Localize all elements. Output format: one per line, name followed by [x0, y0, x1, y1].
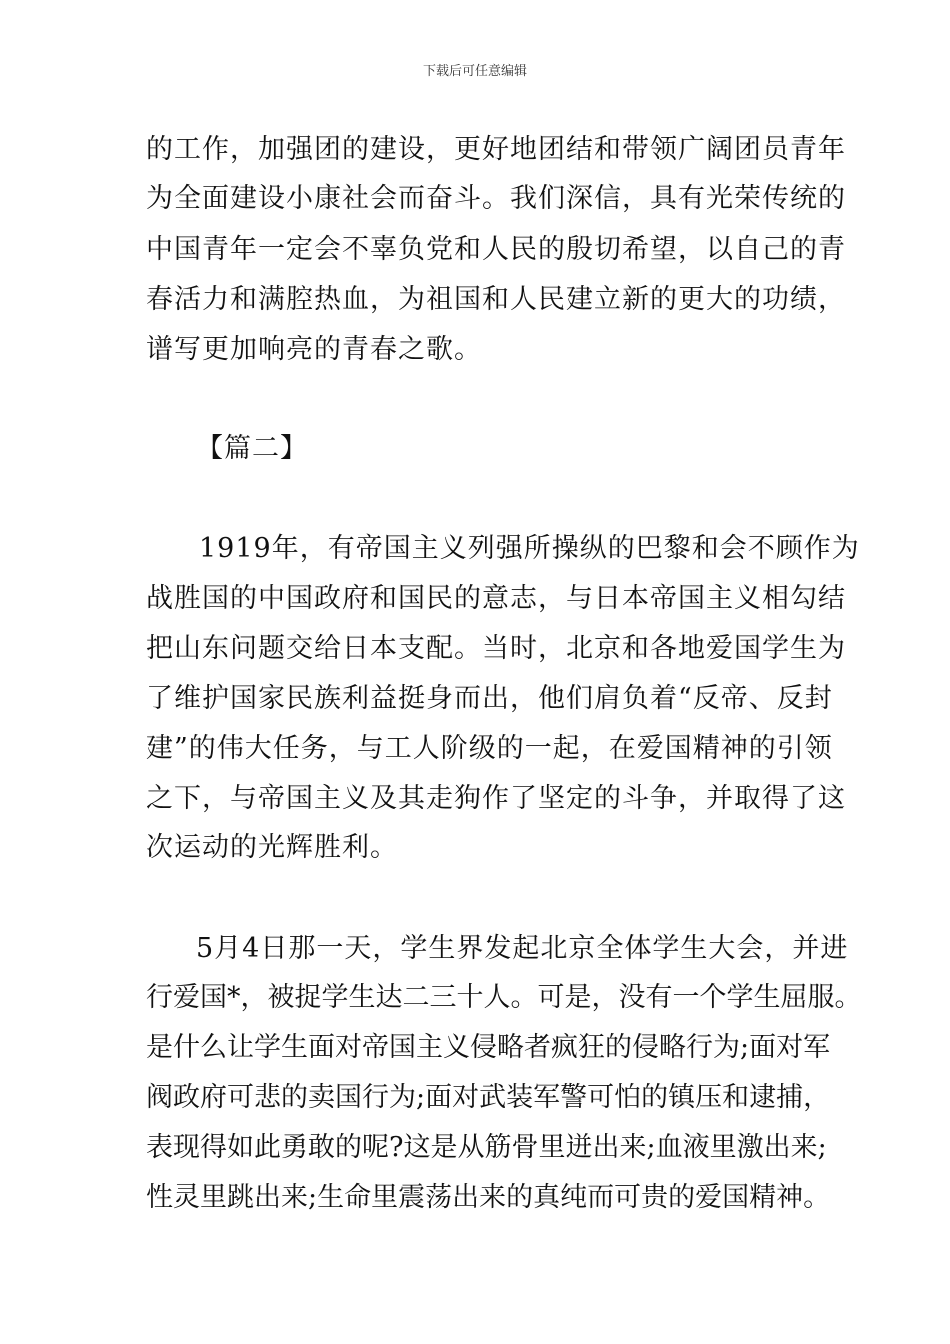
paragraph-2-line-6: 之下，与帝国主义及其走狗作了坚定的斗争，并取得了这	[146, 783, 846, 814]
paragraph-2-line-2: 战胜国的中国政府和国民的意志，与日本帝国主义相勾结	[146, 583, 846, 614]
paragraph-1-line-3: 中国青年一定会不辜负党和人民的殷切希望，以自己的青	[146, 234, 846, 265]
paragraph-3-line-1: 5月4日那一天，学生界发起北京全体学生大会，并进	[196, 933, 849, 964]
paragraph-2-line-1: 1919年，有帝国主义列强所操纵的巴黎和会不顾作为	[199, 533, 860, 564]
section-heading: 【篇二】	[196, 433, 308, 464]
paragraph-2-line-7: 次运动的光辉胜利。	[146, 832, 398, 863]
paragraph-3-line-6: 性灵里跳出来;生命里震荡出来的真纯而可贵的爱国精神。	[146, 1182, 831, 1213]
paragraph-3-line-5: 表现得如此勇敢的呢?这是从筋骨里迸出来;血液里激出来;	[146, 1132, 827, 1163]
paragraph-3-line-4: 阀政府可悲的卖国行为;面对武装军警可怕的镇压和逮捕，	[146, 1082, 831, 1113]
paragraph-2-line-4: 了维护国家民族利益挺身而出，他们肩负着“反帝、反封	[146, 683, 833, 714]
paragraph-1-line-4: 春活力和满腔热血，为祖国和人民建立新的更大的功绩，	[146, 284, 846, 315]
paragraph-3-line-3: 是什么让学生面对帝国主义侵略者疯狂的侵略行为;面对军	[146, 1032, 831, 1063]
paragraph-2-line-5: 建”的伟大任务，与工人阶级的一起，在爱国精神的引领	[146, 733, 833, 764]
page-header: 下载后可任意编辑	[422, 64, 527, 79]
paragraph-3-line-2: 行爱国*，被捉学生达二三十人。可是，没有一个学生屈服。	[146, 982, 862, 1013]
paragraph-1-line-2: 为全面建设小康社会而奋斗。我们深信，具有光荣传统的	[146, 183, 846, 214]
paragraph-2-line-3: 把山东问题交给日本支配。当时，北京和各地爱国学生为	[146, 633, 846, 664]
paragraph-1-line-1: 的工作，加强团的建设，更好地团结和带领广阔团员青年	[146, 134, 846, 165]
paragraph-1-line-5: 谱写更加响亮的青春之歌。	[146, 334, 482, 365]
